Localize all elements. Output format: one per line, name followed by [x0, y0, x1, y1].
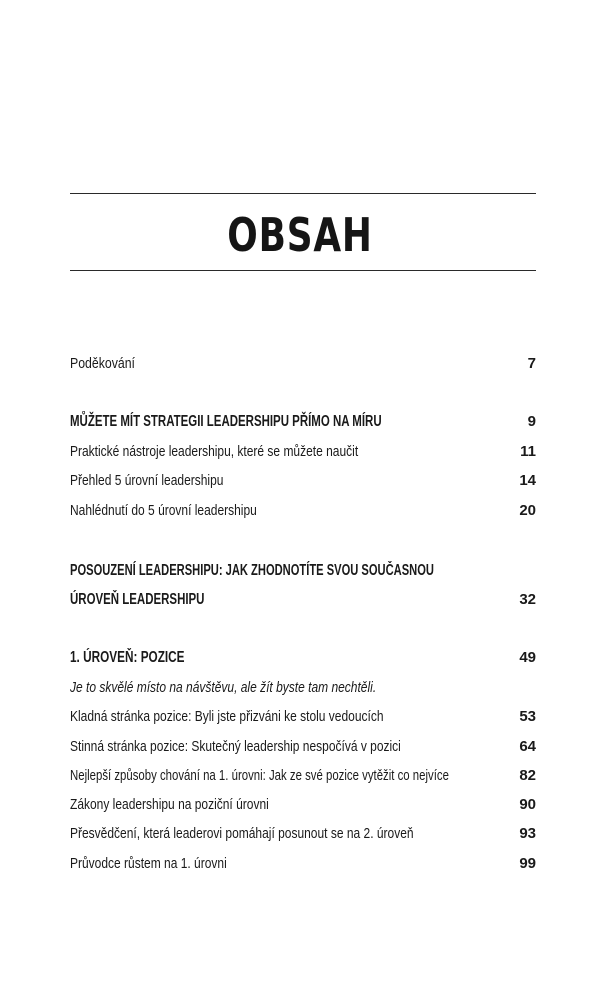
toc-entry-page: 53: [519, 708, 536, 725]
toc-epigraph: [70, 677, 536, 699]
toc-entry: [70, 470, 536, 492]
toc-section-heading: [70, 411, 536, 433]
toc-entry-page: 20: [519, 502, 536, 519]
toc-entry-label: Poděkování: [70, 355, 135, 372]
toc-entry-page: 99: [519, 855, 536, 872]
toc-entry-label: Zákony leadershipu na poziční úrovni: [70, 796, 269, 813]
toc-entry-page: 14: [519, 472, 536, 489]
toc-entry-label: Stinná stránka pozice: Skutečný leadership nespočívá v pozici: [70, 738, 401, 755]
toc-entry-label: MŮŽETE MÍT STRATEGII LEADERSHIPU PŘÍMO NA MÍRU: [70, 413, 382, 430]
toc-entry-label: 1. ÚROVEŇ: POZICE: [70, 649, 185, 666]
toc-entry: [70, 823, 536, 845]
toc-entry-label: Přesvědčení, která leaderovi pomáhají posunout se na 2. úroveň: [70, 825, 414, 842]
toc-entry-page: 11: [520, 443, 536, 460]
toc-entry-page: 32: [519, 591, 536, 608]
toc-entry-label: ÚROVEŇ LEADERSHIPU: [70, 591, 205, 608]
toc-entry: [70, 736, 536, 758]
toc-entry-label: Kladná stránka pozice: Byli jste přizváni ke stolu vedoucích: [70, 708, 384, 725]
toc-entry-page: 9: [527, 413, 536, 430]
toc-entry-label: Přehled 5 úrovní leadershipu: [70, 472, 224, 489]
title-top-rule: [70, 193, 536, 194]
toc-entry: [70, 853, 536, 875]
page-title: OBSAH: [227, 208, 373, 262]
toc-entry: [70, 500, 536, 522]
toc-entry-label: Průvodce růstem na 1. úrovni: [70, 855, 227, 872]
toc-entry-page: 49: [519, 649, 536, 666]
toc-entry-label: Je to skvělé místo na návštěvu, ale žít byste tam nechtěli.: [70, 679, 377, 696]
toc-entry: [70, 706, 536, 728]
toc-entry-label: Nejlepší způsoby chování na 1. úrovni: Jak ze své pozice vytěžit co nejvíce: [70, 767, 449, 784]
toc-entry: [70, 765, 536, 787]
toc-section-heading: [70, 647, 536, 669]
toc-entry: [70, 441, 536, 463]
toc-entry-label: Praktické nástroje leadershipu, které se můžete naučit: [70, 443, 359, 460]
toc-entry-page: 82: [519, 767, 536, 784]
toc-entry-page: 64: [519, 738, 536, 755]
toc-section-heading: [70, 560, 536, 582]
toc-section-heading: [70, 589, 536, 611]
toc-entry-page: 7: [527, 355, 536, 372]
toc-entry: [70, 794, 536, 816]
toc-entry-label: POSOUZENÍ LEADERSHIPU: JAK ZHODNOTÍTE SVOU SOUČASNOU: [70, 562, 434, 579]
toc-entry: [70, 353, 536, 375]
toc-entry-page: 93: [519, 825, 536, 842]
toc-entry-label: Nahlédnutí do 5 úrovní leadershipu: [70, 502, 257, 519]
toc-entry-page: 90: [519, 796, 536, 813]
title-bottom-rule: [70, 270, 536, 271]
